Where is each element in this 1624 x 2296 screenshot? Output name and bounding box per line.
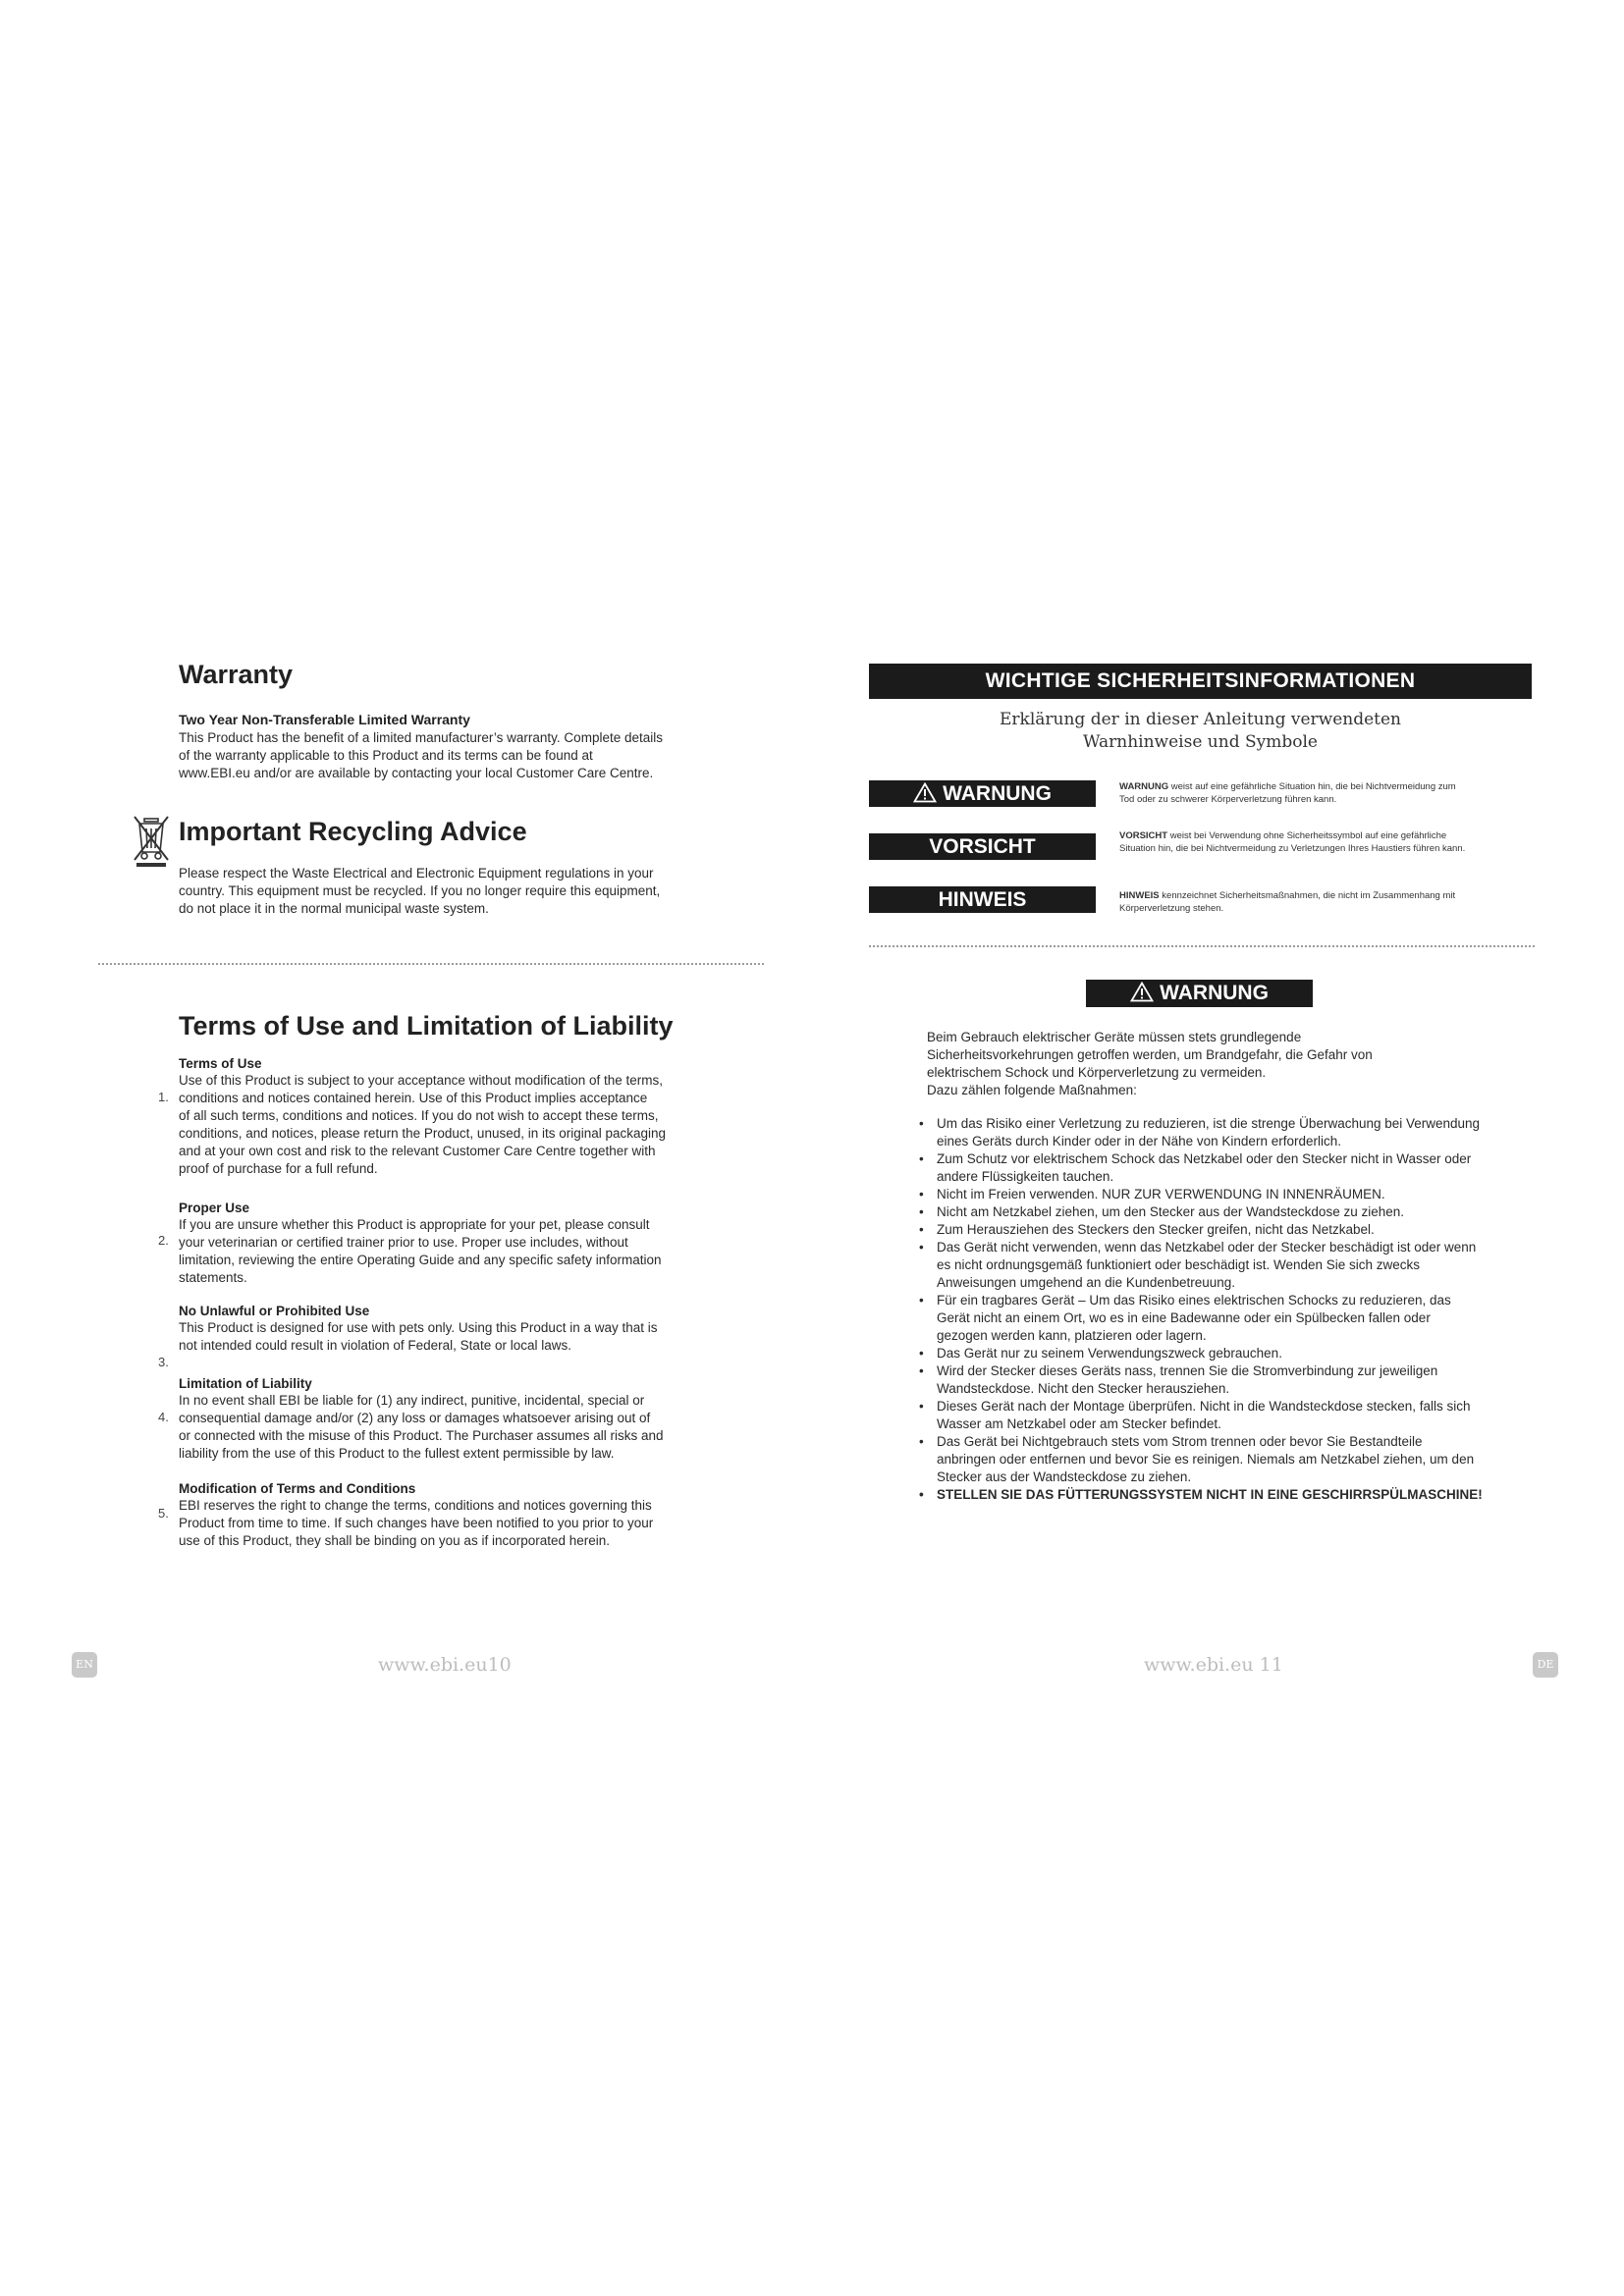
page-url-left: www.ebi.eu10: [378, 1654, 512, 1676]
badge-label: WARNUNG: [943, 782, 1052, 805]
recycling-section: [179, 817, 729, 918]
term-heading: Modification of Terms and Conditions: [179, 1481, 416, 1496]
warning-triangle-icon: [1130, 982, 1154, 1002]
hinweis-description: HINWEIS kennzeichnet Sicherheitsmaßnahmen, die nicht im Zusammenhang mit Körperverletzung stehen.: [1119, 890, 1456, 914]
term-number: 5.: [158, 1506, 169, 1521]
language-tag-de: DE: [1533, 1652, 1558, 1678]
warranty-title: Warranty: [179, 660, 294, 689]
weee-bin-icon: [132, 813, 171, 868]
warnung-section-badge: [1086, 980, 1313, 1007]
list-item: • Zum Schutz vor elektrischem Schock das Netzkabel oder den Stecker nicht in Wasser oder andere Flüssigkeiten tauchen.: [905, 1150, 1485, 1186]
term-1: [179, 1056, 738, 1178]
warranty-subtitle: Two Year Non-Transferable Limited Warranty: [179, 712, 470, 727]
term-body: EBI reserves the right to change the terms, conditions and notices governing this Product from time to time. If such changes have been notified to you prior to your use of this Product, they shall be binding on you as if incorporated herein.: [179, 1498, 654, 1548]
warranty-body: This Product has the benefit of a limited manufacturer’s warranty. Complete details of the warranty applicable to this Product and its terms can be found at www.EBI.eu and/or are available by contacting your local Customer Care Centre.: [179, 730, 663, 780]
term-3: [179, 1304, 738, 1355]
warning-triangle-icon: [913, 782, 937, 803]
term-number: 4.: [158, 1410, 169, 1424]
term-body: In no event shall EBI be liable for (1) any indirect, punitive, incidental, special or consequential damage and/or (2) any loss or damages whatsoever arising out of or connected with the misuse of this Product. The Purchaser assumes all risks and liability from the use of this Product to the fullest extent permissible by law.: [179, 1393, 664, 1461]
term-5: [179, 1481, 738, 1550]
hinweis-badge: [869, 886, 1096, 913]
term-4: [179, 1376, 738, 1463]
term-body: If you are unsure whether this Product is appropriate for your pet, please consult your veterinarian or certified trainer prior to use. Proper use includes, without limitation, reviewing the entire Operating Guide and any specific safety information statements.: [179, 1217, 662, 1285]
term-body: Use of this Product is subject to your acceptance without modification of the terms, conditions and notices contained herein. Use of this Product implies acceptance of all such terms, conditions and notices. If you do not wish to accept these terms, conditions, and notices, please return the Product, unused, in its original packaging and at your own cost and risk to the relevant Customer Care Centre together with proof of purchase for a full refund.: [179, 1073, 667, 1176]
list-item: • Das Gerät nicht verwenden, wenn das Netzkabel oder der Stecker beschädigt ist oder wenn es nicht ordnungsgemäß funktioniert oder beschädigt ist. Wenden Sie sich zwecks Anweisungen umgehend an die Kundenbetreuung.: [905, 1239, 1485, 1292]
vorsicht-badge: [869, 833, 1096, 860]
warnung-description: WARNUNG weist auf eine gefährliche Situation hin, die bei Nichtvermeidung zum Tod oder zu schwerer Körperverletzung führen kann.: [1119, 781, 1456, 805]
term-heading: Proper Use: [179, 1201, 250, 1215]
term-body: This Product is designed for use with pets only. Using this Product in a way that is not intended could result in violation of Federal, State or local laws.: [179, 1320, 658, 1353]
warranty-section: [179, 660, 729, 782]
dotted-divider-left: [98, 963, 764, 965]
safety-intro: Beim Gebrauch elektrischer Geräte müssen stets grundlegende Sicherheitsvorkehrungen getroffen werden, um Brandgefahr, die Gefahr von elektrischem Schock und Körperverletzung zu vermeiden. Dazu zählen folgende Maßnahmen:: [927, 1030, 1373, 1097]
recycling-title: Important Recycling Advice: [179, 817, 527, 846]
page-url-right: www.ebi.eu 11: [1144, 1654, 1283, 1676]
list-item: • Zum Herausziehen des Steckers den Stecker greifen, nicht das Netzkabel.: [905, 1221, 1485, 1239]
terms-title: Terms of Use and Limitation of Liability: [179, 1011, 674, 1041]
safety-banner: WICHTIGE SICHERHEITSINFORMATIONEN: [869, 664, 1532, 699]
list-item: • STELLEN SIE DAS FÜTTERUNGSSYSTEM NICHT IN EINE GESCHIRRSPÜLMASCHINE!: [905, 1486, 1485, 1504]
dotted-divider-right: [869, 945, 1535, 947]
vorsicht-description: VORSICHT weist bei Verwendung ohne Sicherheitssymbol auf eine gefährliche Situation hin, die bei Nichtvermeidung zu Verletzungen Ihres Haustiers führen kann.: [1119, 830, 1466, 854]
list-item: • Dieses Gerät nach der Montage überprüfen. Nicht in die Wandsteckdose stecken, falls sich Wasser am Netzkabel oder am Stecker befindet.: [905, 1398, 1485, 1433]
term-heading: Terms of Use: [179, 1056, 262, 1071]
term-number: 1.: [158, 1090, 169, 1104]
safety-bullet-list: [905, 1115, 1485, 1504]
badge-label: WARNUNG: [1160, 982, 1269, 1004]
list-item: • Nicht im Freien verwenden. NUR ZUR VERWENDUNG IN INNENRÄUMEN.: [905, 1186, 1485, 1203]
language-tag-en: EN: [72, 1652, 97, 1678]
list-item: • Um das Risiko einer Verletzung zu reduzieren, ist die strenge Überwachung bei Verwendung eines Geräts durch Kinder oder in der Nähe von Kindern erforderlich.: [905, 1115, 1485, 1150]
term-2: [179, 1201, 738, 1287]
badge-label: VORSICHT: [929, 835, 1036, 858]
term-heading: Limitation of Liability: [179, 1376, 312, 1391]
term-heading: No Unlawful or Prohibited Use: [179, 1304, 370, 1318]
list-item: • Wird der Stecker dieses Geräts nass, trennen Sie die Stromverbindung zur jeweiligen Wandsteckdose. Nicht den Stecker herausziehen.: [905, 1362, 1485, 1398]
term-number: 3.: [158, 1355, 169, 1369]
badge-label: HINWEIS: [938, 888, 1027, 911]
list-item: • Das Gerät nur zu seinem Verwendungszweck gebrauchen.: [905, 1345, 1485, 1362]
list-item: • Das Gerät bei Nichtgebrauch stets vom Strom trennen oder bevor Sie Bestandteile anbringen oder entfernen und bevor Sie es reinigen. Niemals am Netzkabel ziehen, um den Stecker aus der Wandsteckdose zu ziehen.: [905, 1433, 1485, 1486]
list-item: • Für ein tragbares Gerät – Um das Risiko eines elektrischen Schocks zu reduzieren, das Gerät nicht an einem Ort, wo es in eine Badewanne oder ein Spülbecken fallen oder gezogen werden kann, platzieren oder lagern.: [905, 1292, 1485, 1345]
list-item: • Nicht am Netzkabel ziehen, um den Stecker aus der Wandsteckdose zu ziehen.: [905, 1203, 1485, 1221]
warnung-badge: [869, 780, 1096, 807]
symbols-subtitle: Erklärung der in dieser Anleitung verwendeten Warnhinweise und Symbole: [1000, 710, 1401, 752]
term-number: 2.: [158, 1233, 169, 1248]
recycling-body: Please respect the Waste Electrical and Electronic Equipment regulations in your country. This equipment must be recycled. If you no longer require this equipment, do not place it in the normal municipal waste system.: [179, 866, 661, 916]
